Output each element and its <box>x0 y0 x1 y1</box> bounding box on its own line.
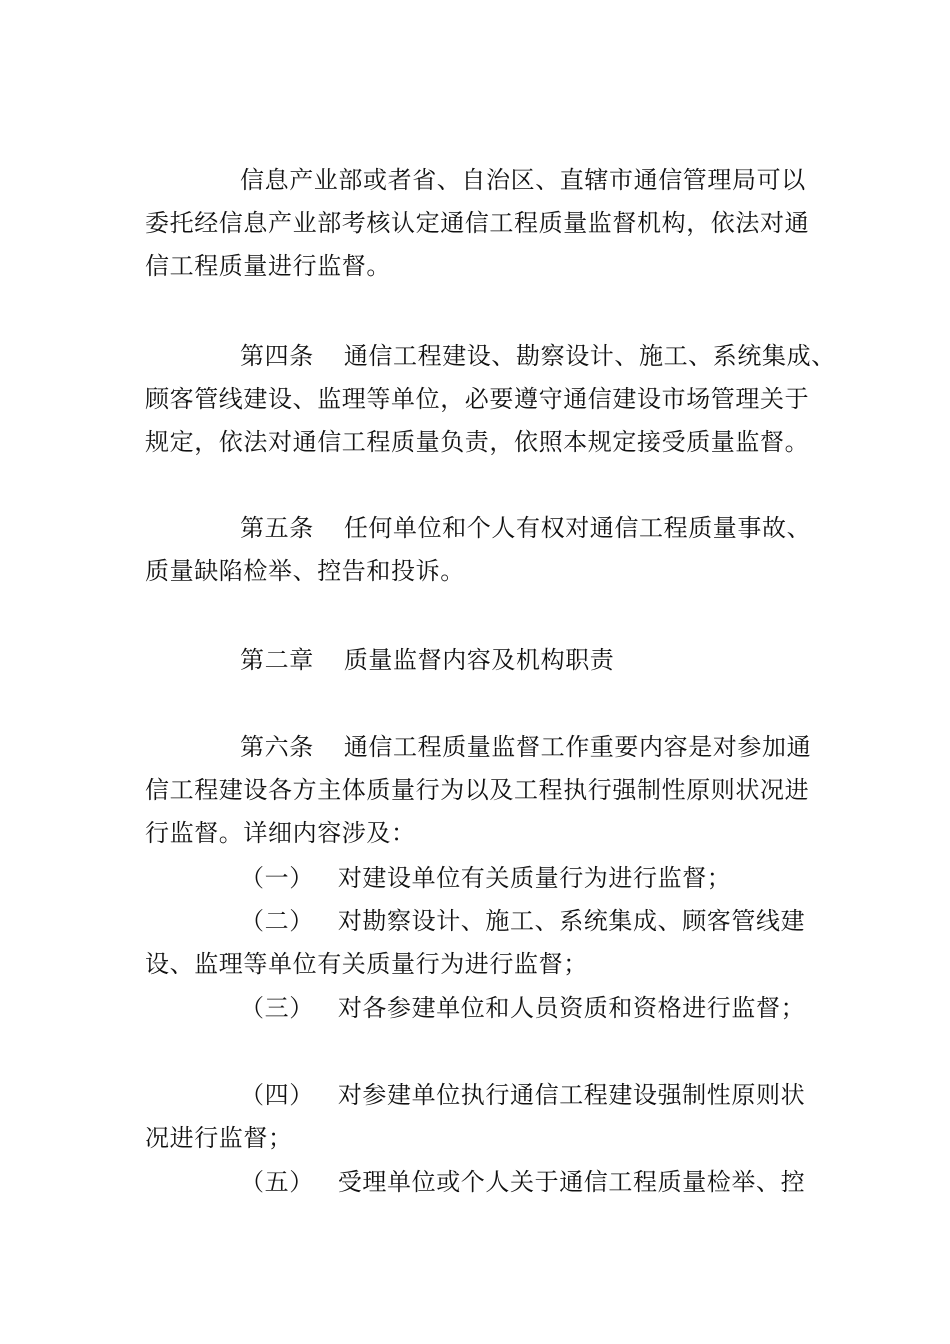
article4-line1 <box>240 340 836 372</box>
article4-line2: 顾客管线建设、监理等单位，必要遵守通信建设市场管理关于 <box>145 385 810 413</box>
article4-text-1: 通信工程建设、勘察设计、施工、系统集成、 <box>343 342 836 370</box>
article5-label: 第五条 <box>240 514 314 542</box>
article6-line3: 行监督。详细内容涉及： <box>145 819 416 847</box>
item2-text-1: 对勘察设计、施工、系统集成、顾客管线建 <box>337 907 806 935</box>
chapter2-heading <box>240 644 614 676</box>
item2-line1 <box>240 905 805 937</box>
item2-line2: 设、监理等单位有关质量行为进行监督； <box>145 950 588 978</box>
item2-label: （二） <box>240 907 314 935</box>
item5-line1 <box>240 1166 805 1198</box>
item3-label: （三） <box>240 994 314 1022</box>
article5-line1 <box>240 512 811 544</box>
item1-text-1: 对建设单位有关质量行为进行监督； <box>337 864 732 892</box>
para1-line1: 信息产业部或者省、自治区、直辖市通信管理局可以 <box>240 166 806 194</box>
item1-line1 <box>240 862 731 894</box>
item5-label: （五） <box>240 1168 314 1196</box>
article5-line2: 质量缺陷检举、控告和投诉。 <box>145 557 465 585</box>
chapter2-label: 第二章 <box>240 646 314 674</box>
item5-text-1: 受理单位或个人关于通信工程质量检举、控 <box>337 1168 806 1196</box>
item4-label: （四） <box>240 1081 314 1109</box>
article6-label: 第六条 <box>240 733 314 761</box>
article6-text-1: 通信工程质量监督工作重要内容是对参加通 <box>343 733 812 761</box>
para1-line2: 委托经信息产业部考核认定通信工程质量监督机构，依法对通 <box>145 209 810 237</box>
item4-line1 <box>240 1079 805 1111</box>
item3-text-1: 对各参建单位和人员资质和资格进行监督； <box>337 994 806 1022</box>
item1-label: （一） <box>240 864 314 892</box>
chapter2-title: 质量监督内容及机构职责 <box>343 646 615 674</box>
article4-line3: 规定，依法对通信工程质量负责，依照本规定接受质量监督。 <box>145 428 810 456</box>
article6-line2: 信工程建设各方主体质量行为以及工程执行强制性原则状况进 <box>145 776 810 804</box>
article4-label: 第四条 <box>240 342 314 370</box>
item4-text-1: 对参建单位执行通信工程建设强制性原则状 <box>337 1081 806 1109</box>
item4-line2: 况进行监督； <box>145 1124 293 1152</box>
article6-line1 <box>240 731 811 763</box>
para1-line3: 信工程质量进行监督。 <box>145 252 391 280</box>
item3-line1 <box>240 992 805 1024</box>
article5-text-1: 任何单位和个人有权对通信工程质量事故、 <box>343 514 812 542</box>
